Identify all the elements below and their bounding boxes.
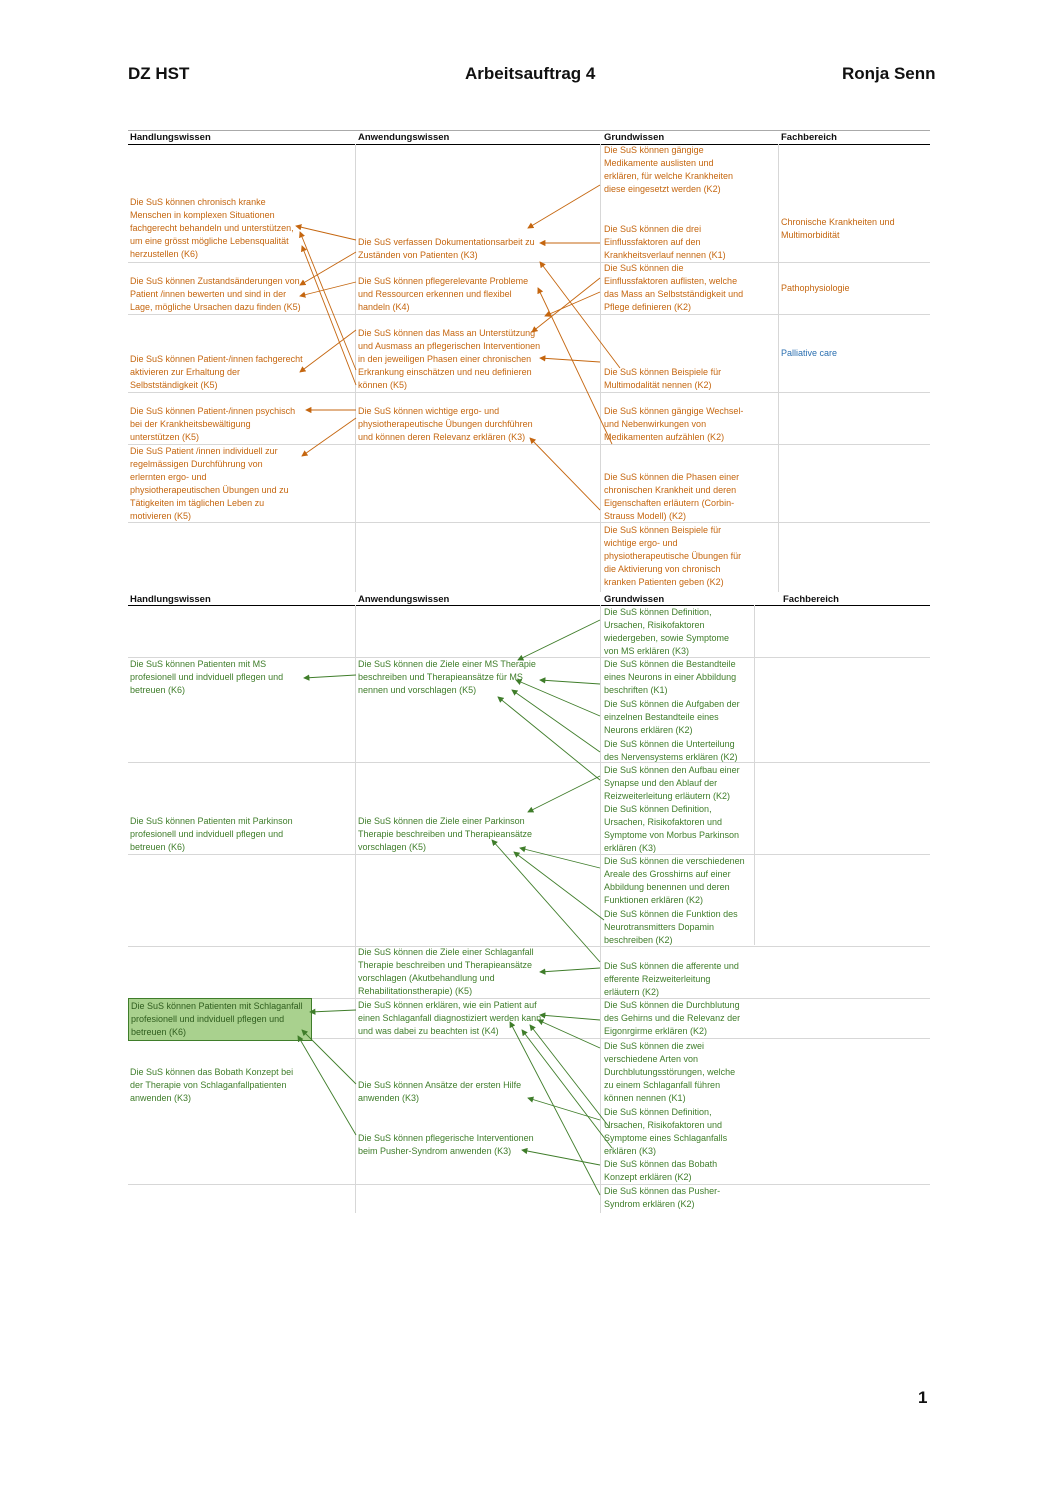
arrow <box>300 282 356 296</box>
t2-grund-12: Die SuS können Definition, Ursachen, Risikofaktoren und Symptome eines Schlaganfalls erklären (K3) <box>604 1107 728 1156</box>
page-number: 1 <box>918 1388 928 1407</box>
arrow <box>510 1022 600 1195</box>
t2-anwendung-4: Die SuS können erklären, wie ein Patient auf einen Schlaganfall diagnostiziert werden kann und was dabei zu beachten ist (K4) <box>358 1000 542 1036</box>
arrow <box>538 288 612 444</box>
t1-fach-3: Palliative care <box>781 348 838 358</box>
arrow <box>492 840 600 962</box>
arrow <box>528 185 600 228</box>
arrow <box>300 232 356 370</box>
arrow <box>545 292 600 316</box>
t1-anwendung-1: Die SuS verfassen Dokumentationsarbeit zu Zuständen von Patienten (K3) <box>358 237 535 260</box>
t2-anwendung-2: Die SuS können die Ziele einer Parkinson Therapie beschreiben und Therapieansätze vorschlagen (K5) <box>358 816 532 852</box>
arrow <box>540 680 600 684</box>
arrow <box>530 438 600 510</box>
t2-grund-8: Die SuS können die Funktion des Neurotransmitters Dopamin beschreiben (K2) <box>604 909 738 945</box>
arrow <box>302 418 356 456</box>
t2-grund-3: Die SuS können die Aufgaben der einzelnen Bestandteile eines Neurons erklären (K2) <box>604 699 740 735</box>
arrow <box>518 620 600 660</box>
t2-col-handlungswissen: Handlungswissen <box>130 594 211 605</box>
t2-anwendung-5: Die SuS können Ansätze der ersten Hilfe anwenden (K3) <box>358 1080 522 1103</box>
t1-anwendung-3: Die SuS können das Mass an Unterstützung und Ausmass an pflegerischen Interventionen in den jeweiligen Phasen einer chronischen Erkrankung einschätzen und neu definieren können (K5) <box>358 328 541 390</box>
col-handlungswissen: Handlungswissen <box>130 132 211 143</box>
t1-grund-4: Die SuS können Beispiele für Multimodalität nennen (K2) <box>604 367 722 390</box>
t1-grund-6: Die SuS können die Phasen einer chronischen Krankheit und deren Eigenschaften erläutern (Corbin- Strauss Modell) (K2) <box>604 472 740 521</box>
col-anwendungswissen: Anwendungswissen <box>358 132 450 143</box>
header-title: Arbeitsauftrag 4 <box>465 64 596 83</box>
arrow <box>300 252 356 285</box>
arrow <box>528 776 600 812</box>
t2-anwendung-1: Die SuS können die Ziele einer MS Therapie beschreiben und Therapieansätze für MS nennen und vorschlagen (K5) <box>358 659 536 695</box>
t2-grund-7: Die SuS können die verschiedenen Areale des Grosshirns auf einer Abbildung benennen und deren Funktionen erklären (K2) <box>604 856 745 905</box>
t1-handlung-4: Die SuS können Patient-/innen psychisch bei der Krankheitsbewältigung unterstützen (K5) <box>130 406 296 442</box>
t1-grund-1: Die SuS können gängige Medikamente auslisten und erklären, für welche Krankheiten diese eingesetzt werden (K2) <box>604 145 734 194</box>
t1-grund-3: Die SuS können die Einflussfaktoren auflisten, welche das Mass an Selbstständigkeit und Pflege definieren (K2) <box>604 263 744 312</box>
t2-col-grundwissen: Grundwissen <box>604 594 665 605</box>
arrow <box>300 330 356 372</box>
arrow <box>540 1015 600 1020</box>
t1-handlung-3: Die SuS können Patient-/innen fachgerecht aktivieren zur Erhaltung der Selbstständigkeit (K5) <box>130 354 303 390</box>
t2-grund-5: Die SuS können den Aufbau einer Synapse und den Ablauf der Reizweiterleitung erläutern (K2) <box>604 765 740 801</box>
t2-handlung-1: Die SuS können Patienten mit MS profesionell und indviduell pflegen und betreuen (K6) <box>130 659 284 695</box>
t2-handlung-3-highlighted: Die SuS können Patienten mit Schlaganfall profesionell und indviduell pflegen und betreuen (K6) <box>128 998 312 1041</box>
arrow <box>516 680 600 716</box>
t2-handlung-4: Die SuS können das Bobath Konzept bei der Therapie von Schlaganfallpatienten anwenden (K3) <box>130 1067 294 1103</box>
t2-col-anwendungswissen: Anwendungswissen <box>358 594 450 605</box>
t2-grund-6: Die SuS können Definition, Ursachen, Risikofaktoren und Symptome von Morbus Parkinson erklären (K3) <box>604 804 740 853</box>
t2-handlung-2: Die SuS können Patienten mit Parkinson profesionell und indviduell pflegen und betreuen (K6) <box>130 816 293 852</box>
arrow <box>310 1010 356 1012</box>
arrow <box>530 1025 610 1128</box>
arrow <box>512 690 600 752</box>
arrow <box>538 1020 600 1048</box>
t1-grund-2: Die SuS können die drei Einflussfaktoren auf den Krankheitsverlauf nennen (K1) <box>604 224 726 260</box>
t1-handlung-1: Die SuS können chronisch kranke Menschen in komplexen Situationen fachgerecht behandeln und unterstützen, um eine grösst mögliche Lebensqualität herzustellen (K6) <box>130 197 294 259</box>
header-left: DZ HST <box>128 64 190 83</box>
arrow <box>304 675 356 678</box>
col-grundwissen: Grundwissen <box>604 132 665 143</box>
t2-grund-4: Die SuS können die Unterteilung des Nervensystems erklären (K2) <box>604 739 738 762</box>
arrow <box>540 358 600 362</box>
arrow <box>532 278 600 332</box>
t1-anwendung-2: Die SuS können pflegerelevante Probleme und Ressourcen erkennen und flexibel handeln (K4) <box>358 276 529 312</box>
arrow <box>540 262 620 368</box>
t2-anwendung-6: Die SuS können pflegerische Interventionen beim Pusher-Syndrom anwenden (K3) <box>358 1133 534 1156</box>
arrow <box>296 226 356 240</box>
header-right: Ronja Senn <box>842 64 936 83</box>
arrow <box>540 968 600 972</box>
t2-grund-13: Die SuS können das Bobath Konzept erklären (K2) <box>604 1159 718 1182</box>
t2-grund-2: Die SuS können die Bestandteile eines Neurons in einer Abbildung beschriften (K1) <box>604 659 737 695</box>
t2-grund-1: Die SuS können Definition, Ursachen, Risikofaktoren wiedergeben, sowie Symptome von MS erklären (K3) <box>604 607 730 656</box>
arrow <box>520 848 600 868</box>
t1-anwendung-4: Die SuS können wichtige ergo- und physiotherapeutische Übungen durchführen und können deren Relevanz erklären (K3) <box>358 406 533 442</box>
t1-grund-7: Die SuS können Beispiele für wichtige ergo- und physiotherapeutische Übungen für die Aktivierung von chronisch kranken Patienten geben (K2) <box>604 525 742 587</box>
t1-fach-1: Chronische Krankheiten und Multimorbidität <box>781 217 895 240</box>
t1-handlung-5: Die SuS Patient /innen individuell zur regelmässigen Durchführung von erlernten ergo- und physiotherapeutischen Übungen und zu Tätigkeiten im täglichen Leben zu motivieren (K5) <box>130 446 289 521</box>
t1-grund-5: Die SuS können gängige Wechsel- und Nebenwirkungen von Medikamenten aufzählen (K2) <box>604 406 744 442</box>
arrow <box>298 1036 356 1135</box>
t2-col-fachbereich: Fachbereich <box>783 594 839 605</box>
t2-grund-11: Die SuS können die zwei verschiedene Arten von Durchblutungsstörungen, welche zu einem Schlaganfall führen können nennen (K1) <box>604 1041 736 1103</box>
arrow <box>522 1150 600 1165</box>
t2-grund-9: Die SuS können die afferente und efferente Reizweiterleitung erläutern (K2) <box>604 961 739 997</box>
t2-grund-10: Die SuS können die Durchblutung des Gehirns und die Relevanz der Eigonrgirme erklären (K2) <box>604 1000 741 1036</box>
col-fachbereich: Fachbereich <box>781 132 837 143</box>
arrow <box>514 852 604 920</box>
t1-fach-2: Pathophysiologie <box>781 283 850 293</box>
t2-anwendung-3: Die SuS können die Ziele einer Schlaganfall Therapie beschreiben und Therapieansätze vorschlagen (Akutbehandlung und Rehabilitationstherapie) (K5) <box>358 947 534 996</box>
t2-grund-14: Die SuS können das Pusher- Syndrom erklären (K2) <box>604 1186 721 1209</box>
t1-handlung-2: Die SuS können Zustandsänderungen von Patient /innen bewerten und sind in der Lage, mögliche Ursachen dazu finden (K5) <box>130 276 301 312</box>
